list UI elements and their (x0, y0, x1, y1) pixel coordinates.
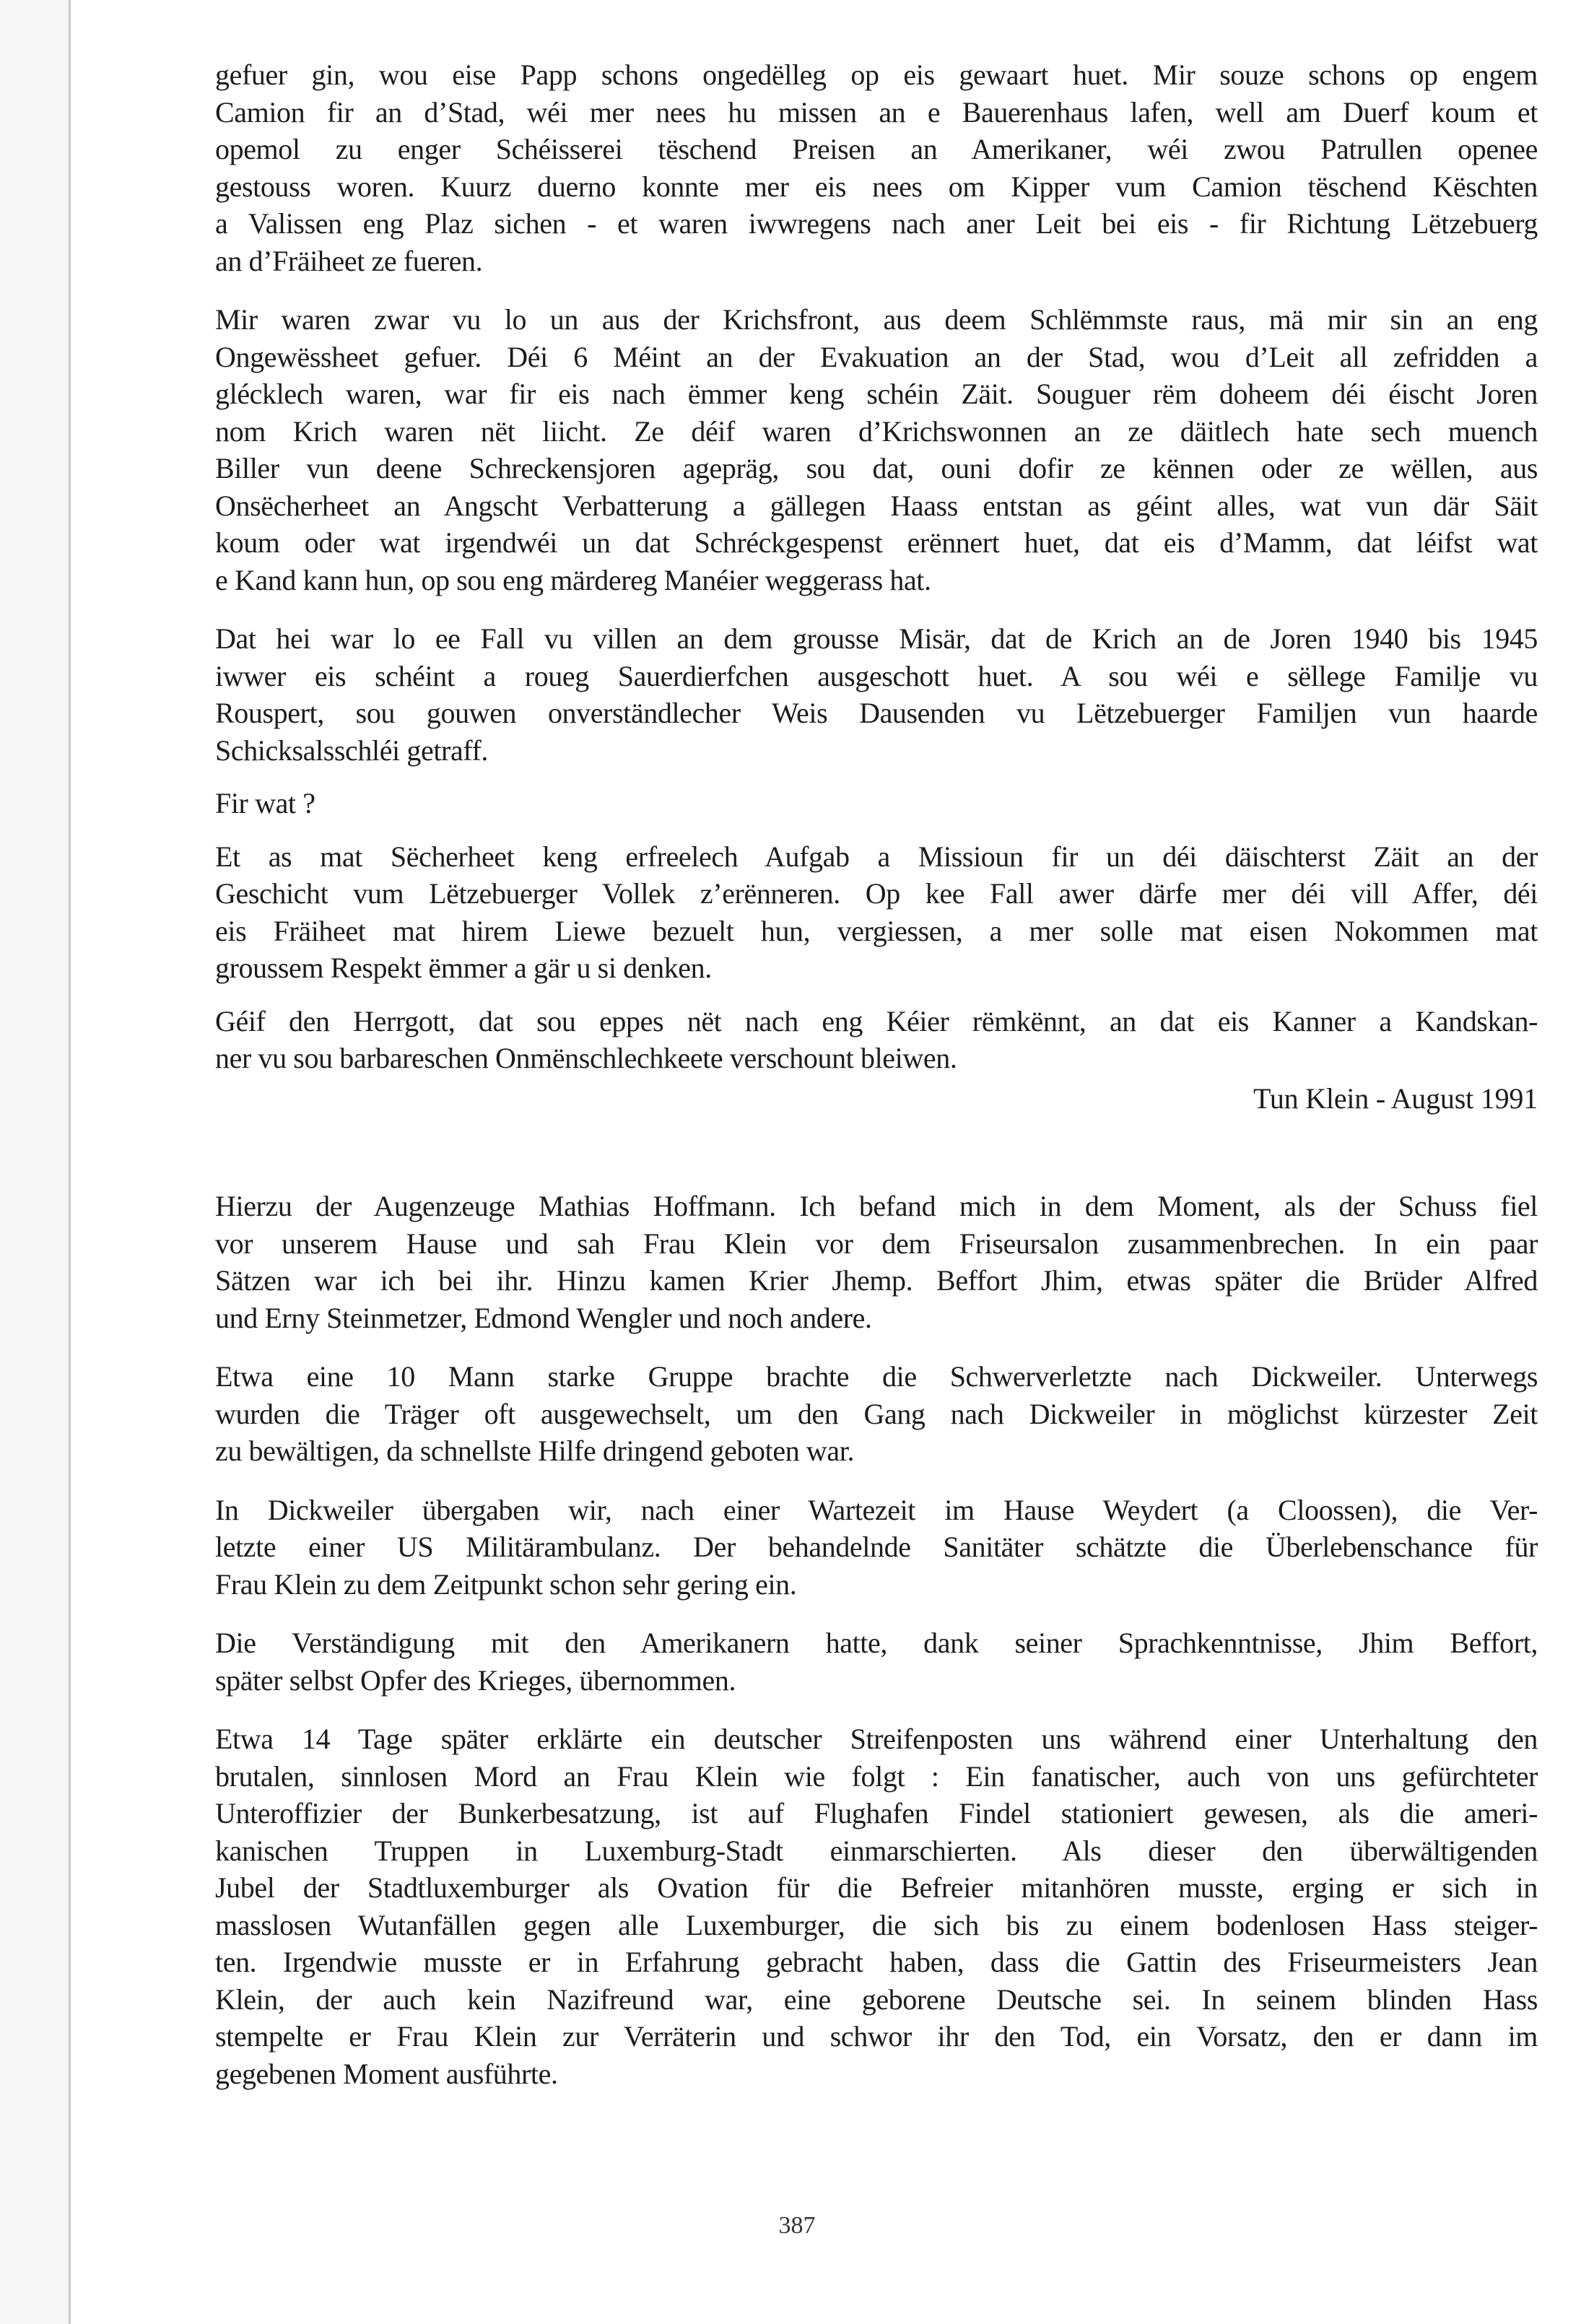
author-signature: Tun Klein - August 1991 (1253, 1082, 1538, 1115)
paragraph-spacer (215, 1470, 1538, 1492)
paragraph (215, 1624, 1538, 1699)
text-line: koum oder wat irgendwéi un dat Schréckgespenst erënnert huet, dat eis d’Mamm, dat léifst wat (215, 526, 1538, 559)
paragraph (215, 1188, 1538, 1336)
paragraph (215, 1358, 1538, 1470)
text-line: masslosen Wutanfällen gegen alle Luxemburger, die sich bis zu einem bodenlosen Hass steiger- (215, 1908, 1538, 1941)
section-spacer (215, 1117, 1538, 1188)
text-line: glécklech waren, war fir eis nach ëmmer keng schéin Zäit. Souguer rëm doheem déi éischt Joren (215, 378, 1538, 410)
text-line: Sätzen war ich bei ihr. Hinzu kamen Krier Jhemp. Beffort Jhim, etwas später die Brüder Alfred (215, 1264, 1538, 1297)
text-line: Etwa eine 10 Mann starke Gruppe brachte die Schwerverletzte nach Dickweiler. Unterwegs (215, 1360, 1538, 1393)
german-text-section (215, 1188, 1538, 2092)
text-line: Rouspert, sou gouwen onverständlecher Weis Dausenden vu Lëtzebuerger Familjen vun haarde (215, 697, 1538, 729)
paragraph (215, 1720, 1538, 2092)
text-line: ten. Irgendwie musste er in Erfahrung gebracht haben, dass die Gattin des Friseurmeisters Jean (215, 1946, 1538, 1978)
paragraph (215, 838, 1538, 987)
scan-page-gutter (0, 0, 71, 2324)
page-number: 387 (778, 2212, 816, 2239)
text-line: Etwa 14 Tage später erklärte ein deutscher Streifenposten uns während einer Unterhaltung den (215, 1723, 1538, 1755)
text-line: Onsëcherheet an Angscht Verbatterung a gällegen Haass entstan as géint alles, wat vun där Säit (215, 489, 1538, 522)
text-line: stempelte er Frau Klein zur Verräterin und schwor ihr den Tod, ein Vorsatz, den er dann im (215, 2020, 1538, 2053)
paragraph (215, 56, 1538, 279)
paragraph-spacer (215, 822, 1538, 838)
luxembourgish-text-section (215, 56, 1538, 1117)
text-line: an d’Fräiheet ze fueren. (215, 244, 483, 277)
text-line: e Kand kann hun, op sou eng märdereg Manéier weggerass hat. (215, 563, 931, 596)
text-line: letzte einer US Militärambulanz. Der behandelnde Sanitäter schätzte die Überlebenschance für (215, 1531, 1538, 1563)
text-line: Unteroffizier der Bunkerbesatzung, ist auf Flughafen Findel stationiert gewesen, als die ameri- (215, 1797, 1538, 1829)
text-line: eis Fräiheet mat hirem Liewe bezuelt hun, vergiessen, a mer solle mat eisen Nokommen mat (215, 914, 1538, 947)
text-line: Frau Klein zu dem Zeitpunkt schon sehr gering ein. (215, 1567, 797, 1601)
paragraph-spacer (215, 279, 1538, 301)
text-line: Jubel der Stadtluxemburger als Ovation für die Befreier mitanhören musste, erging er sich in (215, 1871, 1538, 1904)
text-line: vor unserem Hause und sah Frau Klein vor dem Friseursalon zusammenbrechen. In ein paar (215, 1227, 1538, 1260)
text-line: Et as mat Sëcherheet keng erfreelech Aufgab a Missioun fir un déi däischterst Zäit an der (215, 840, 1538, 873)
paragraph-spacer (215, 1603, 1538, 1624)
text-line: Géif den Herrgott, dat sou eppes nët nach eng Kéier rëmkënnt, an dat eis Kanner a Kandskan- (215, 1004, 1538, 1037)
text-line: Mir waren zwar vu lo un aus der Krichsfront, aus deem Schlëmmste raus, mä mir sin an eng (215, 303, 1538, 336)
text-line: Ongewëssheet gefuer. Déi 6 Méint an der Evakuation an der Stad, wou d’Leit all zefridden a (215, 340, 1538, 373)
paragraph-spacer (215, 987, 1538, 1003)
text-line: iwwer eis schéint a roueg Sauerdierfchen ausgeschott huet. A sou wéi e sëllege Familje vu (215, 659, 1538, 692)
text-line: Dat hei war lo ee Fall vu villen an dem grousse Misär, dat de Krich an de Joren 1940 bis 1945 (215, 622, 1538, 655)
text-line: Die Verständigung mit den Amerikanern hatte, dank seiner Sprachkenntnisse, Jhim Beffort, (215, 1627, 1538, 1659)
paragraph-spacer (215, 599, 1538, 620)
paragraph (215, 1492, 1538, 1603)
paragraph-spacer (215, 1336, 1538, 1358)
text-line: groussem Respekt ëmmer a gär u si denken. (215, 952, 712, 984)
text-line: nom Krich waren nët liicht. Ze déif waren d’Krichswonnen an ze däitlech hate sech muench (215, 414, 1538, 448)
text-line: gestouss woren. Kuurz duerno konnte mer eis nees om Kipper vum Camion tëschend Këschten (215, 170, 1538, 203)
text-line: gegebenen Moment ausführte. (215, 2057, 558, 2090)
paragraph-spacer (215, 1699, 1538, 1720)
text-column (215, 56, 1538, 2092)
text-line: ner vu sou barbareschen Onmënschlechkeete verschount bleiwen. (215, 1042, 957, 1074)
text-line: Klein, der auch kein Nazifreund war, eine geborene Deutsche sei. In seinem blinden Hass (215, 1983, 1538, 2016)
text-line: gefuer gin, wou eise Papp schons ongedëlleg op eis gewaart huet. Mir souze schons op engem (215, 58, 1538, 91)
paragraph (215, 301, 1538, 599)
text-line: Geschicht vum Lëtzebuerger Vollek z’erënneren. Op kee Fall awer därfe mer déi vill Affer, déi (215, 877, 1538, 910)
text-line: Hierzu der Augenzeuge Mathias Hoffmann. Ich befand mich in dem Moment, als der Schuss fiel (215, 1190, 1538, 1222)
text-line: brutalen, sinnlosen Mord an Frau Klein wie folgt : Ein fanatischer, auch von uns gefürchteter (215, 1759, 1538, 1793)
text-line: später selbst Opfer des Krieges, übernommen. (215, 1663, 736, 1697)
paragraph (215, 785, 1538, 822)
text-line: Camion fir an d’Stad, wéi mer nees hu missen an e Bauerenhaus lafen, well am Duerf koum et (215, 95, 1538, 129)
text-line: wurden die Träger oft ausgewechselt, um den Gang nach Dickweiler in möglichst kürzester Zeit (215, 1397, 1538, 1430)
text-line: zu bewältigen, da schnellste Hilfe dringend geboten war. (215, 1435, 855, 1467)
paragraph (215, 620, 1538, 769)
text-line: kanischen Truppen in Luxemburg-Stadt einmarschierten. Als dieser den überwältigenden (215, 1834, 1538, 1867)
paragraph (215, 1003, 1538, 1077)
text-line: und Erny Steinmetzer, Edmond Wengler und noch andere. (215, 1301, 872, 1334)
text-line: opemol zu enger Schéisserei tëschend Preisen an Amerikaner, wéi zwou Patrullen openee (215, 133, 1538, 165)
paragraph-spacer (215, 769, 1538, 785)
text-line: Fir wat ? (215, 787, 315, 819)
text-line: In Dickweiler übergaben wir, nach einer Wartezeit im Hause Weydert (a Cloossen), die Ver- (215, 1493, 1538, 1526)
text-line: a Valissen eng Plaz sichen - et waren iwwregens nach aner Leit bei eis - fir Richtung Lëtzebuerg (215, 207, 1538, 240)
text-line: Schicksalsschléi getraff. (215, 734, 489, 767)
text-line: Biller vun deene Schreckensjoren agepräg, sou dat, ouni dofir ze kënnen oder ze wëllen, aus (215, 452, 1538, 484)
